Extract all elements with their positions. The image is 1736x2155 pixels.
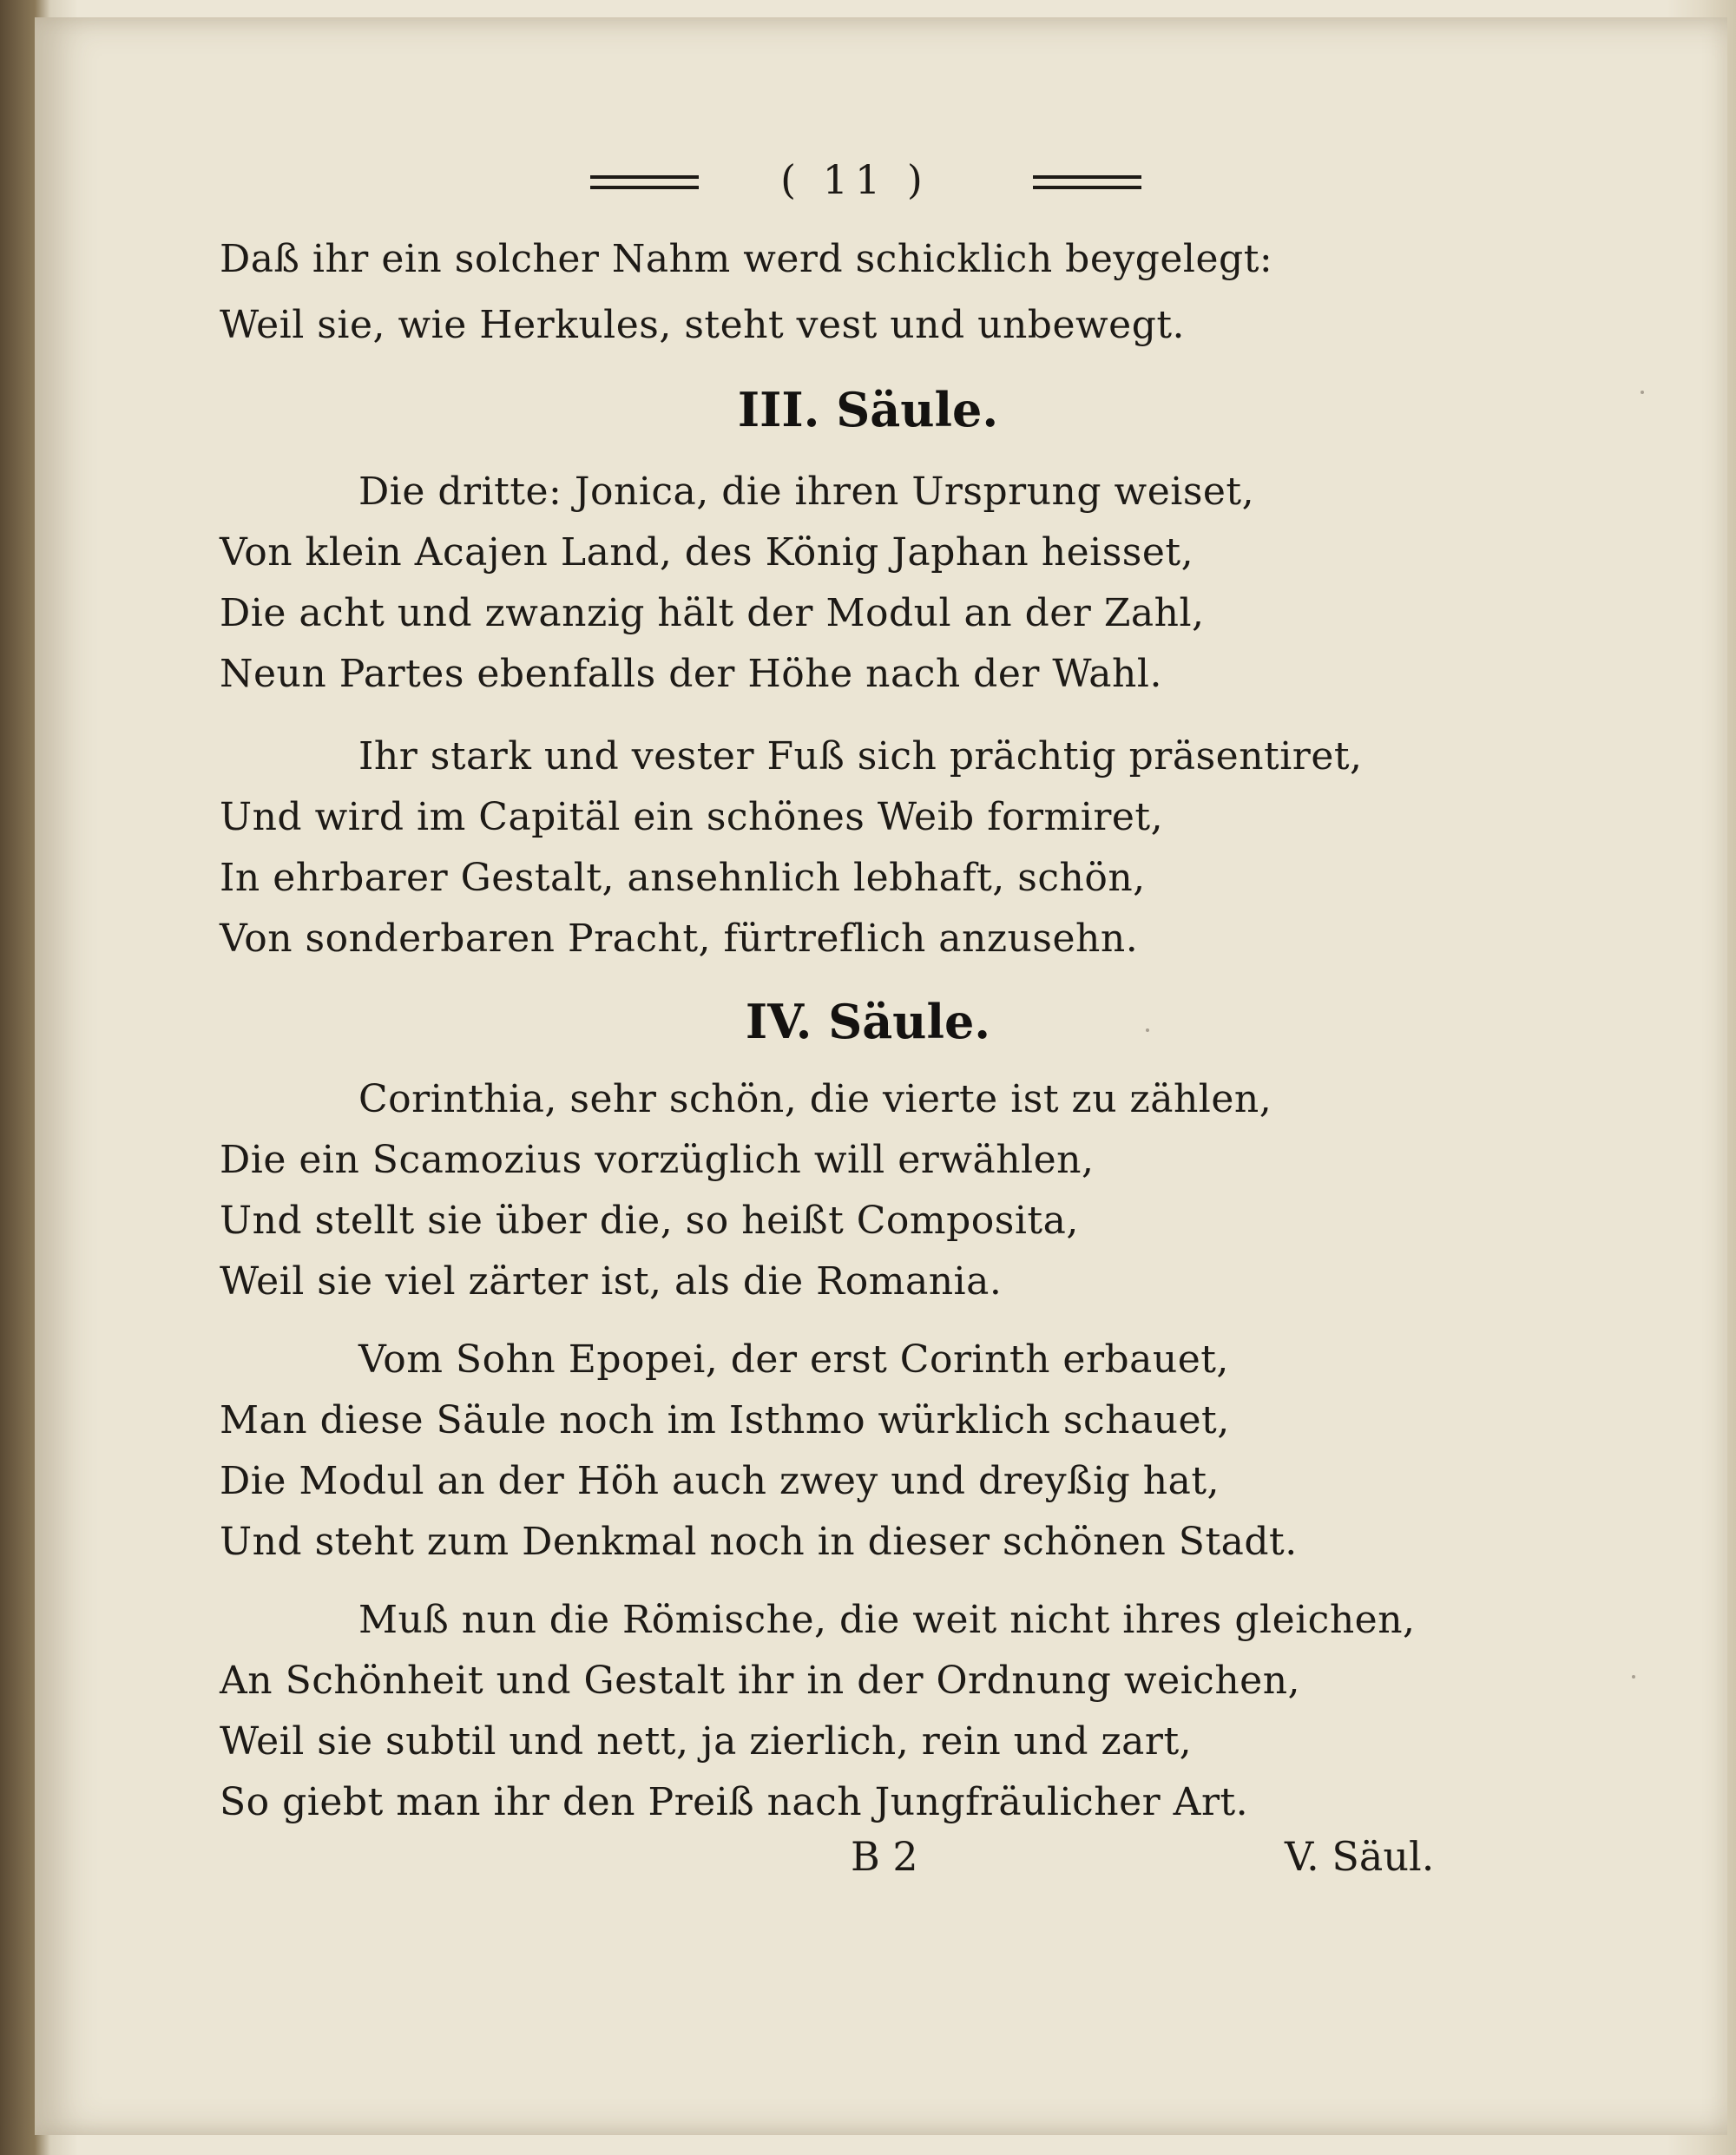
section-heading-iv: IV. Säule.: [745, 994, 991, 1049]
page-header: [0, 156, 1736, 208]
catchword: V. Säul.: [1285, 1833, 1435, 1880]
paper-speck: [1632, 1675, 1635, 1679]
verse-line: Von sonderbaren Pracht, fürtreflich anzusehn.: [220, 917, 1139, 961]
verse-line: Daß ihr ein solcher Nahm werd schicklich beygelegt:: [220, 237, 1273, 281]
verse-line: An Schönheit und Gestalt ihr in der Ordnung weichen,: [220, 1659, 1301, 1703]
page-number: ( 11 ): [780, 156, 930, 203]
header-rule-left: [590, 175, 699, 189]
verse-line: Neun Partes ebenfalls der Höhe nach der Wahl.: [220, 652, 1162, 696]
paper-speck: [1146, 1028, 1149, 1032]
verse-line: Von klein Acajen Land, des König Japhan heisset,: [220, 530, 1194, 575]
verse-line: Und steht zum Denkmal noch in dieser schönen Stadt.: [220, 1520, 1298, 1564]
verse-line: So giebt man ihr den Preiß nach Jungfräulicher Art.: [220, 1780, 1249, 1824]
verse-line: Die ein Scamozius vorzüglich will erwählen,: [220, 1138, 1095, 1182]
verse-line: Weil sie, wie Herkules, steht vest und unbewegt.: [220, 303, 1186, 347]
verse-line: Die Modul an der Höh auch zwey und dreyßig hat,: [220, 1459, 1220, 1503]
header-rule-right: [1033, 175, 1141, 189]
verse-line: Muß nun die Römische, die weit nicht ihres gleichen,: [358, 1598, 1416, 1642]
verse-line: Und stellt sie über die, so heißt Composita,: [220, 1199, 1079, 1243]
verse-line: In ehrbarer Gestalt, ansehnlich lebhaft, schön,: [220, 856, 1146, 900]
section-heading-iii: III. Säule.: [737, 382, 999, 437]
verse-line: Vom Sohn Epopei, der erst Corinth erbauet,: [358, 1337, 1229, 1382]
verse-line: Die acht und zwanzig hält der Modul an der Zahl,: [220, 591, 1205, 635]
verse-line: Weil sie viel zärter ist, als die Romania.: [220, 1259, 1003, 1304]
verse-line: Corinthia, sehr schön, die vierte ist zu zählen,: [358, 1077, 1272, 1121]
verse-line: Weil sie subtil und nett, ja zierlich, rein und zart,: [220, 1719, 1193, 1764]
verse-line: Ihr stark und vester Fuß sich prächtig präsentiret,: [358, 734, 1363, 779]
verse-line: Man diese Säule noch im Isthmo würklich schauet,: [220, 1398, 1230, 1442]
verse-line: Und wird im Capitäl ein schönes Weib formiret,: [220, 795, 1164, 839]
signature-mark: B 2: [851, 1833, 918, 1880]
verse-line: Die dritte: Jonica, die ihren Ursprung weiset,: [358, 470, 1255, 514]
paper-speck: [1641, 391, 1644, 394]
